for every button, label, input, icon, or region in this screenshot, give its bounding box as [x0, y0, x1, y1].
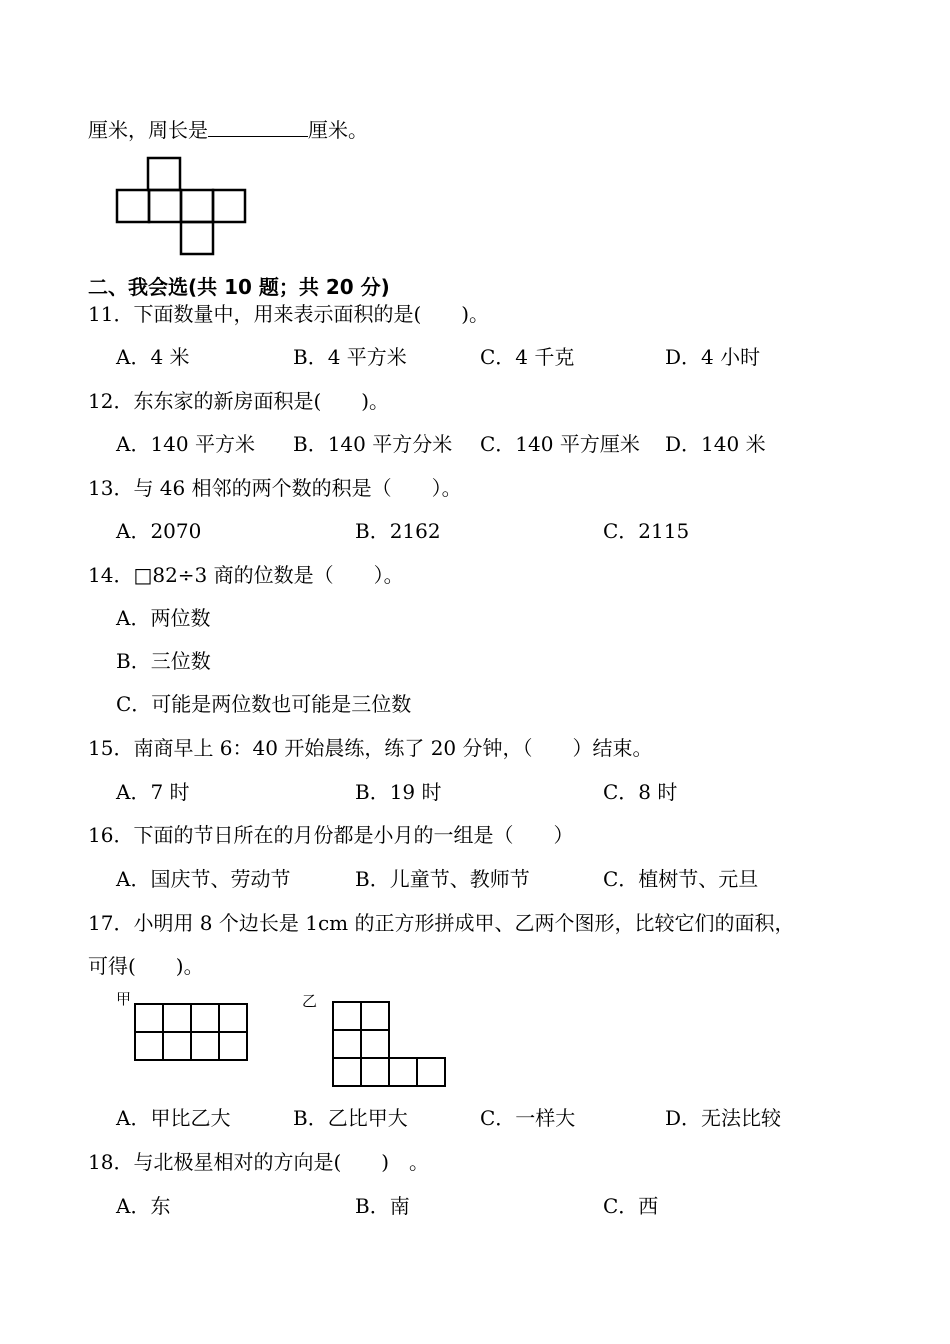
q15-option-a[interactable]: A．7 时: [116, 780, 190, 804]
intro-line: [88, 116, 368, 144]
question-17: 17．小明用 8 个边长是 1cm 的正方形拼成甲、乙两个图形，比较它们的面积，: [88, 911, 795, 935]
question-17-continued: 可得( )。: [88, 954, 204, 978]
q13-option-b[interactable]: B．2162: [355, 519, 441, 543]
intro-text-1: 厘米，周长是: [88, 118, 208, 142]
q15-option-b[interactable]: B．19 时: [355, 780, 442, 804]
q14-option-c[interactable]: C．可能是两位数也可能是三位数: [116, 692, 412, 716]
intro-text-2: 厘米。: [308, 118, 368, 142]
figure-yi-grid: [332, 1001, 450, 1091]
question-16: 16．下面的节日所在的月份都是小月的一组是（ ）: [88, 823, 574, 847]
q17-option-a[interactable]: A．甲比乙大: [116, 1106, 231, 1130]
q16-option-c[interactable]: C．植树节、元旦: [603, 867, 759, 891]
q18-option-c[interactable]: C．西: [603, 1194, 659, 1218]
figure-jia-grid: [134, 1003, 252, 1063]
q17-option-c[interactable]: C．一样大: [480, 1106, 576, 1130]
question-15: 15．南商早上 6：40 开始晨练，练了 20 分钟，（ ）结束。: [88, 736, 653, 760]
question-18: 18．与北极星相对的方向是( ) 。: [88, 1150, 430, 1174]
q12-option-a[interactable]: A．140 平方米: [116, 432, 255, 456]
answer-blank[interactable]: [208, 116, 308, 137]
q12-option-c[interactable]: C．140 平方厘米: [480, 432, 640, 456]
q11-option-b[interactable]: B．4 平方米: [293, 345, 407, 369]
q16-option-a[interactable]: A．国庆节、劳动节: [116, 867, 291, 891]
q16-option-b[interactable]: B．儿童节、教师节: [355, 867, 530, 891]
question-14: 14．□82÷3 商的位数是（ ）。: [88, 563, 404, 587]
q18-option-a[interactable]: A．东: [116, 1194, 171, 1218]
question-13: 13．与 46 相邻的两个数的积是（ ）。: [88, 476, 462, 500]
q14-option-a[interactable]: A．两位数: [116, 606, 211, 630]
q11-option-a[interactable]: A．4 米: [116, 345, 190, 369]
q13-option-c[interactable]: C．2115: [603, 519, 690, 543]
q13-option-a[interactable]: A．2070: [116, 519, 202, 543]
q12-option-b[interactable]: B．140 平方分米: [293, 432, 453, 456]
q11-option-d[interactable]: D．4 小时: [665, 345, 761, 369]
q17-option-b[interactable]: B．乙比甲大: [293, 1106, 408, 1130]
q15-option-c[interactable]: C．8 时: [603, 780, 678, 804]
section-heading: 二、我会选(共 10 题；共 20 分): [88, 275, 390, 299]
q11-option-c[interactable]: C．4 千克: [480, 345, 575, 369]
figure-yi-label: 乙: [302, 992, 318, 1010]
question-11: 11．下面数量中，用来表示面积的是( )。: [88, 302, 490, 326]
cube-net-figure: [115, 156, 247, 258]
q18-option-b[interactable]: B．南: [355, 1194, 410, 1218]
q12-option-d[interactable]: D．140 米: [665, 432, 766, 456]
question-12: 12．东东家的新房面积是( )。: [88, 389, 390, 413]
q14-option-b[interactable]: B．三位数: [116, 649, 211, 673]
q17-option-d[interactable]: D．无法比较: [665, 1106, 782, 1130]
figure-jia-label: 甲: [116, 990, 132, 1008]
